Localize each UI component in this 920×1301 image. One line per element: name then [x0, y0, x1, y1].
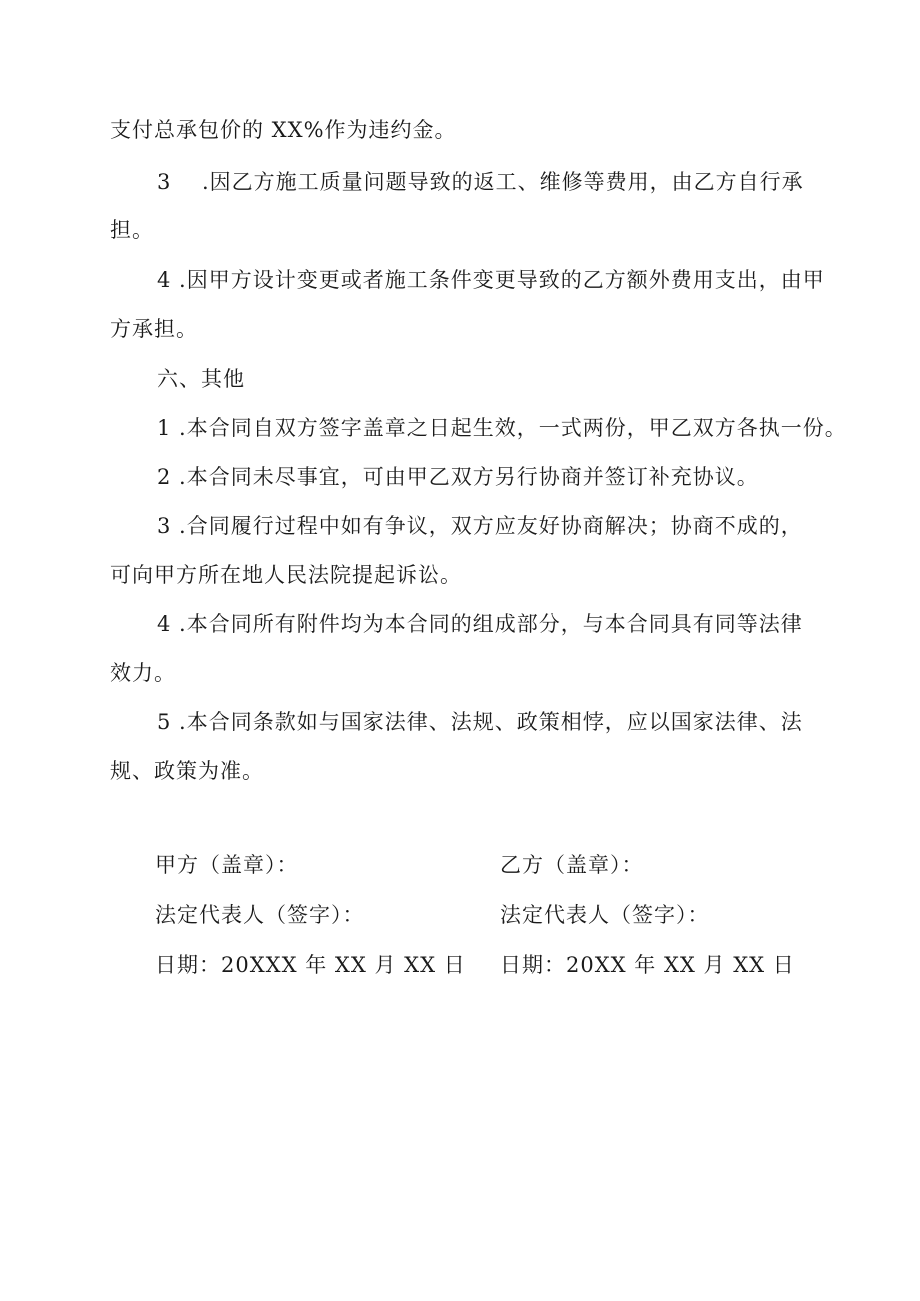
clause-5-3-line-2: 担。: [110, 218, 154, 242]
party-b-representative-label: 法定代表人（签字）：: [500, 903, 710, 927]
clause-6-4-line-2: 效力。: [110, 661, 176, 685]
clause-5-4-line-2: 方承担。: [110, 317, 198, 341]
party-a-seal-label: 甲方（盖章）：: [155, 853, 299, 877]
party-a-date-label: 日期：20XXX 年 XX 月 XX 日: [155, 953, 466, 977]
clause-6-3-line-1: 3 .合同履行过程中如有争议，双方应友好协商解决；协商不成的，: [157, 514, 803, 538]
clause-5-2-continuation: 支付总承包价的 XX%作为违约金。: [110, 118, 457, 142]
section-heading-other: 六、其他: [157, 367, 245, 391]
clause-6-1: 1 .本合同自双方签字盖章之日起生效，一式两份，甲乙双方各执一份。: [157, 416, 847, 440]
clause-number: 3: [157, 170, 172, 194]
clause-text: .因乙方施工质量问题导致的返工、维修等费用，由乙方自行承: [202, 170, 804, 194]
clause-6-3-line-2: 可向甲方所在地人民法院提起诉讼。: [110, 563, 462, 587]
clause-6-5-line-1: 5 .本合同条款如与国家法律、法规、政策相悖，应以国家法律、法: [157, 710, 803, 734]
party-a-representative-label: 法定代表人（签字）：: [155, 903, 365, 927]
clause-5-4-line-1: 4 .因甲方设计变更或者施工条件变更导致的乙方额外费用支出，由甲: [157, 268, 825, 292]
party-b-seal-label: 乙方（盖章）：: [500, 853, 644, 877]
clause-6-5-line-2: 规、政策为准。: [110, 759, 264, 783]
clause-6-4-line-1: 4 .本合同所有附件均为本合同的组成部分，与本合同具有同等法律: [157, 612, 803, 636]
clause-5-3-line-1: [157, 167, 804, 197]
clause-6-2: 2 .本合同未尽事宜，可由甲乙双方另行协商并签订补充协议。: [157, 465, 759, 489]
party-b-date-label: 日期：20XX 年 XX 月 XX 日: [500, 953, 795, 977]
